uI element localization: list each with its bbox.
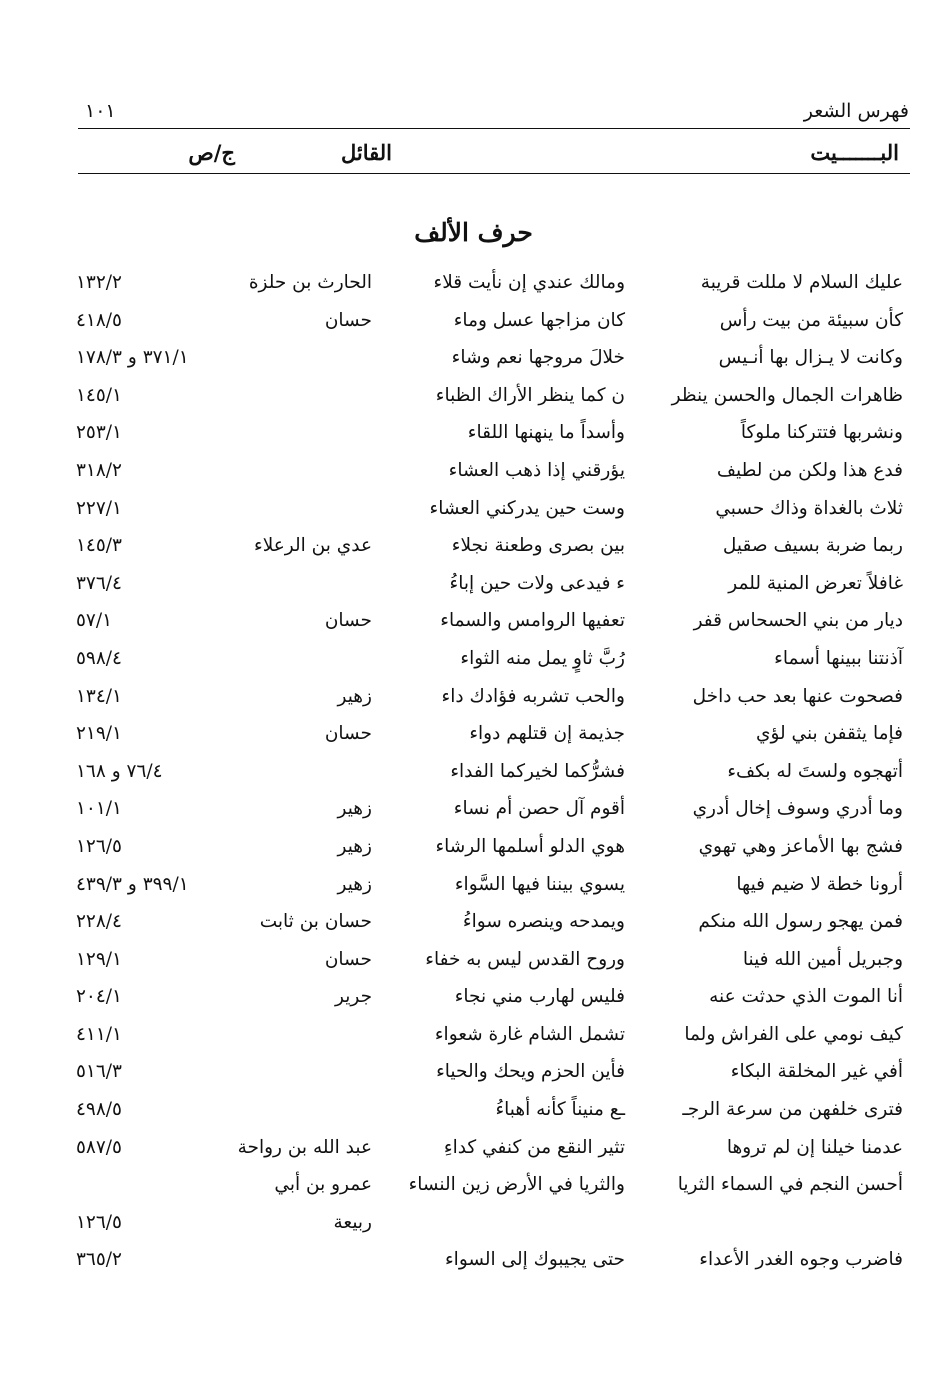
poetry-index-table (0, 264, 947, 1279)
poet-name: الحارث بن حلزة (248, 272, 372, 293)
index-row (0, 715, 947, 753)
index-row (0, 790, 947, 828)
index-row (0, 1053, 947, 1091)
volume-page-reference: ٢٥٣/١ (76, 422, 122, 444)
volume-page-reference: ١٠١/١ (76, 798, 122, 820)
verse-first-hemistich: عدمنا خيلنا إن لم تروها (726, 1136, 903, 1158)
index-row (0, 1091, 947, 1129)
verse-first-hemistich: أرونا خطة لا ضيم فيها (736, 873, 903, 895)
volume-page-reference: ٤١٨/٥ (76, 309, 122, 331)
verse-second-hemistich: وست حين يدركني العشاء (429, 497, 625, 519)
poet-name: حسان (324, 948, 372, 970)
volume-page-reference: ١٤٥/١ (76, 384, 122, 406)
verse-second-hemistich: هوي الدلو أسلمها الرشاء (435, 835, 625, 857)
verse-second-hemistich: تعفيها الروامس والسماء (440, 610, 625, 632)
volume-page-reference: ١٢٦/٥ (76, 1211, 122, 1233)
poet-name: زهير (337, 873, 372, 895)
running-title: فهرس الشعر (803, 100, 909, 122)
verse-second-hemistich: تثير النقع من كنفي كداءِ (443, 1136, 625, 1158)
poet-name: حسان (324, 309, 372, 331)
volume-page-reference: ٣٩٩/١ و ٤٣٩/٣ (76, 873, 189, 895)
volume-page-reference: ١٤٥/٣ (76, 535, 122, 557)
verse-second-hemistich: جذيمة إن قتلهم دواء (469, 723, 625, 745)
volume-page-reference: ٥٨٧/٥ (76, 1136, 122, 1158)
header-rule-top (78, 128, 910, 129)
verse-first-hemistich: آذنتنا ببينها أسماء (774, 647, 903, 669)
poet-name: عمرو بن أبي (274, 1174, 372, 1196)
header-rule-bottom (78, 173, 910, 174)
verse-first-hemistich: غافلاً تعرض المنية للمر (728, 572, 903, 594)
verse-second-hemistich: أقوم آل حصن أم نساء (453, 798, 625, 820)
column-header-verse: البـــــــيت (810, 140, 899, 165)
volume-page-reference: ٧٦/٤ و ١٦٨ (76, 760, 163, 782)
index-row (0, 753, 947, 791)
verse-first-hemistich: أحسن النجم في السماء الثريا (677, 1174, 903, 1196)
verse-first-hemistich: وكانت لا يـزال بها أنـيس (718, 347, 903, 369)
verse-first-hemistich: وجبريل أمين الله فينا (742, 948, 903, 970)
index-row (0, 903, 947, 941)
verse-first-hemistich: ديار من بني الحسحاس قفر (693, 610, 903, 632)
volume-page-reference: ٤٩٨/٥ (76, 1099, 122, 1121)
verse-first-hemistich: أتهجوه ولستَ له بكفء (727, 760, 903, 782)
index-row (0, 941, 947, 979)
verse-first-hemistich: أفي غير المخلقة البكاء (730, 1061, 903, 1083)
index-row (0, 414, 947, 452)
verse-first-hemistich: فإما يثقفن بني لؤي (755, 723, 903, 745)
index-row (0, 602, 947, 640)
poet-name: عدي بن الرعلاء (254, 535, 372, 557)
verse-second-hemistich: ويمدحه وينصره سواءُ (462, 911, 625, 933)
verse-second-hemistich: يسوي بيننا فيها السَّواء (454, 873, 625, 895)
verse-first-hemistich: فمن يهجو رسول الله منكم (698, 911, 903, 933)
index-row (0, 1204, 947, 1242)
volume-page-reference: ١٣٤/١ (76, 685, 122, 707)
volume-page-reference: ١٢٦/٥ (76, 835, 122, 857)
volume-page-reference: ٣٦٥/٢ (76, 1249, 122, 1271)
volume-page-reference: ٥١٦/٣ (76, 1061, 122, 1083)
volume-page-reference: ٣١٨/٢ (76, 459, 122, 481)
volume-page-reference: ٢٢٨/٤ (76, 911, 122, 933)
verse-second-hemistich: خلالَ مروجها نعم وشاء (451, 347, 625, 369)
verse-first-hemistich: فاضرب وجوه الغدر الأعداء (699, 1249, 903, 1271)
poet-name: عبد الله بن رواحة (237, 1136, 372, 1158)
verse-second-hemistich: ء فيدعى ولات حين إباءُ (449, 572, 625, 594)
index-row (0, 640, 947, 678)
verse-second-hemistich: كان مزاجها عسل وماء (453, 309, 625, 331)
index-row (0, 565, 947, 603)
poet-name: زهير (337, 835, 372, 857)
verse-second-hemistich: وروح القدس ليس به خفاء (425, 948, 625, 970)
index-row (0, 978, 947, 1016)
verse-first-hemistich: عليك السلام لا مللت قريبة (700, 272, 903, 293)
verse-first-hemistich: فترى خلفهن من سرعة الرجـ (682, 1099, 903, 1121)
index-row (0, 1129, 947, 1167)
column-header-poet: القائل (340, 140, 392, 165)
verse-second-hemistich: ـع منيناً كأنه أهباءُ (495, 1099, 625, 1121)
index-row (0, 490, 947, 528)
index-row (0, 866, 947, 904)
verse-first-hemistich: كأن سبيئة من بيت رأس (719, 309, 903, 331)
verse-first-hemistich: ثلاث بالغداة وذاك حسبي (715, 497, 903, 519)
volume-page-reference: ٥٩٨/٤ (76, 647, 122, 669)
verse-second-hemistich: رُبَّ ثاوٍ يمل منه الثواء (460, 647, 625, 669)
verse-second-hemistich: ن كما ينظر الأراك الظباء (435, 384, 625, 406)
index-row (0, 302, 947, 340)
poet-name: حسان (324, 723, 372, 745)
volume-page-reference: ١٣٢/٢ (76, 272, 122, 293)
verse-second-hemistich: والثريا في الأرض زين النساء (408, 1174, 625, 1196)
verse-first-hemistich: فصحوت عنها بعد حب داخل (692, 685, 903, 707)
index-row (0, 264, 947, 302)
verse-second-hemistich: فأين الحزم ويحك والحياء (436, 1061, 625, 1083)
volume-page-reference: ٣٧٦/٤ (76, 572, 122, 594)
verse-first-hemistich: ظاهرات الجمال والحسن ينظر (671, 384, 903, 406)
column-header-reference: ج/ص (188, 140, 235, 165)
volume-page-reference: ٢٠٤/١ (76, 986, 122, 1008)
verse-second-hemistich: فشرُّكما لخيركما الفداء (450, 760, 625, 782)
poet-name: زهير (337, 685, 372, 707)
index-row (0, 1166, 947, 1204)
volume-page-reference: ٥٧/١ (76, 610, 113, 632)
verse-first-hemistich: فدع هذا ولكن من لطيف (716, 459, 903, 481)
index-row (0, 452, 947, 490)
index-row (0, 377, 947, 415)
index-row (0, 678, 947, 716)
verse-second-hemistich: يؤرقني إذا ذهب العشاء (448, 459, 625, 481)
index-row (0, 339, 947, 377)
verse-first-hemistich: أنا الموت الذي حدثت عنه (709, 986, 903, 1008)
verse-second-hemistich: بين بصرى وطعنة نجلاء (451, 535, 625, 557)
index-row (0, 828, 947, 866)
poet-name: زهير (337, 798, 372, 820)
verse-first-hemistich: ربما ضربة بسيف صقيل (722, 535, 903, 557)
volume-page-reference: ٣٧١/١ و ١٧٨/٣ (76, 347, 189, 369)
verse-second-hemistich: وأسداً ما ينهنها اللقاء (467, 422, 625, 444)
verse-second-hemistich: ومالك عندي إن نأيت قلاء (433, 272, 625, 293)
page-number: ١٠١ (85, 100, 116, 122)
poet-name: حسان بن ثابت (259, 911, 372, 933)
verse-second-hemistich: فليس لهارب مني نجاء (454, 986, 625, 1008)
verse-second-hemistich: والحب تشربه فؤادك داء (441, 685, 625, 707)
volume-page-reference: ٢١٩/١ (76, 723, 122, 745)
poet-name: حسان (324, 610, 372, 632)
index-row (0, 1241, 947, 1279)
verse-first-hemistich: كيف نومي على الفراش ولما (684, 1023, 903, 1045)
verse-second-hemistich: حتى يجيبوك إلى السواء (444, 1249, 625, 1271)
index-row (0, 527, 947, 565)
verse-first-hemistich: وما أدري وسوف إخال أدري (692, 798, 903, 820)
poet-name: جرير (335, 986, 372, 1008)
verse-first-hemistich: ونشربها فتتركنا ملوكاً (740, 422, 903, 444)
verse-second-hemistich: تشمل الشام غارة شعواء (434, 1023, 625, 1045)
poet-name: ربيعة (333, 1211, 372, 1233)
volume-page-reference: ٤١١/١ (76, 1023, 122, 1045)
volume-page-reference: ٢٢٧/١ (76, 497, 122, 519)
section-title: حرف الألف (414, 218, 533, 247)
verse-first-hemistich: فشج بها الأماعز وهي تهوي (698, 835, 903, 857)
volume-page-reference: ١٢٩/١ (76, 948, 122, 970)
index-row (0, 1016, 947, 1054)
